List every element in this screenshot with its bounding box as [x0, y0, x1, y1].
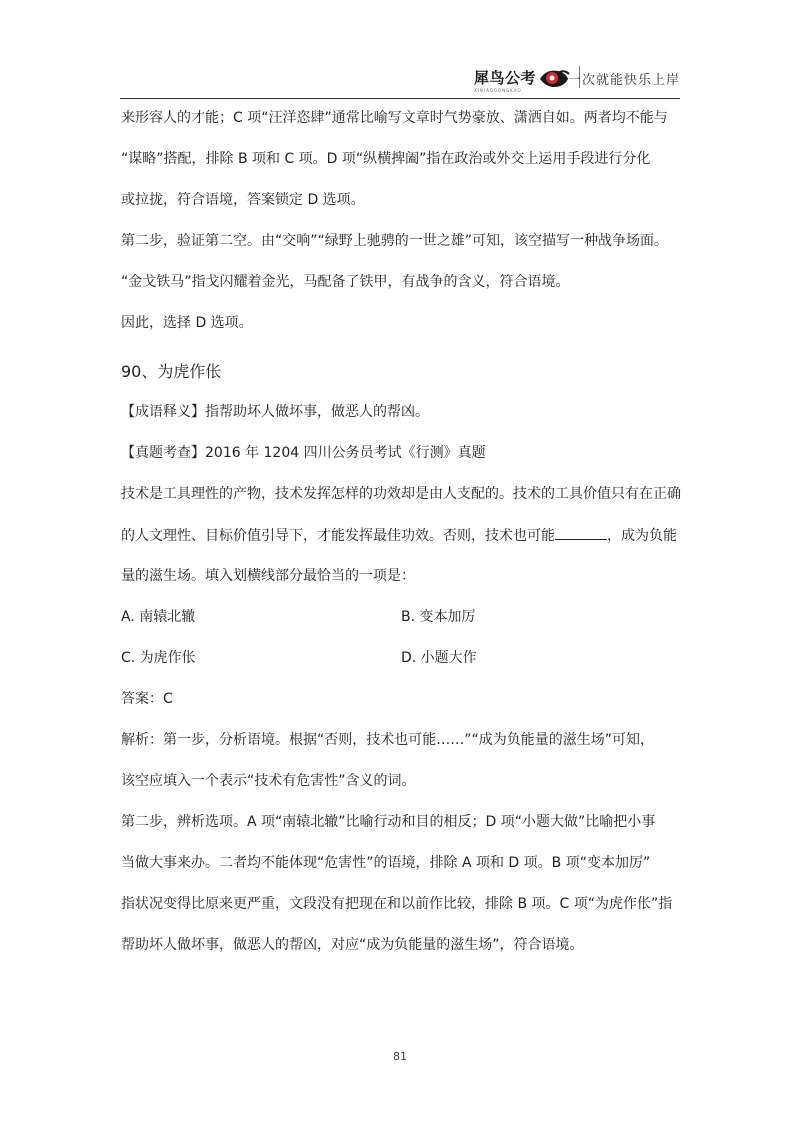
fill-blank	[555, 525, 607, 540]
hornbill-bird-icon	[538, 65, 570, 91]
text-line: 或拉拢，符合语境，答案锁定 D 选项。	[121, 192, 365, 208]
analysis-text: 该空应填入一个表示“技术有危害性”含义的词。	[121, 773, 416, 789]
text-line: 因此，选择 D 选项。	[121, 315, 253, 331]
brand-slogan: 一次就能快乐上岸	[567, 73, 680, 88]
page-header	[120, 60, 680, 99]
analysis-text: 指状况变得比原来更严重，文段没有把现在和以前作比较，排除 B 项。C 项“为虎作伥”指	[121, 896, 673, 912]
answer: 答案：C	[121, 691, 173, 707]
text-line: 来形容人的才能；C 项“汪洋恣肆”通常比喻写文章时气势豪放、潇洒自如。两者均不能与	[121, 110, 668, 126]
analysis-text: 解析：第一步，分析语境。根据“否则，技术也可能……”“成为负能量的滋生场”可知，	[121, 732, 655, 748]
brand-pinyin: XINIAOGONGKAO	[473, 88, 522, 93]
exam-source: 【真题考查】2016 年 1204 四川公务员考试《行测》真题	[121, 445, 486, 461]
text-line: “谋略”搭配，排除 B 项和 C 项。D 项“纵横捭阖”指在政治或外交上运用手段进行分化	[121, 151, 651, 167]
question-text: 量的滋生场。填入划横线部分最恰当的一项是：	[121, 568, 415, 584]
option-b: B. 变本加厉	[401, 609, 476, 625]
options-row	[121, 607, 681, 627]
option-a: A. 南辕北辙	[121, 609, 196, 625]
idiom-heading: 90、为虎作伥	[121, 362, 222, 381]
brand-name: 犀鸟公考	[473, 68, 536, 87]
page-body	[121, 108, 681, 976]
question-text-part: ，成为负能	[607, 528, 677, 544]
analysis-text: 当做大事来办。二者均不能体现“危害性”的语境，排除 A 项和 D 项。B 项“变本加厉”	[121, 855, 651, 871]
question-text-part: 的人文理性、目标价值引导下，才能发挥最佳功效。否则，技术也可能	[121, 528, 555, 544]
text-line: 第二步，验证第二空。由“交响”“绿野上驰骋的一世之雄”可知，该空描写一种战争场面。	[121, 233, 669, 249]
question-text: 技术是工具理性的产物，技术发挥怎样的功效却是由人支配的。技术的工具价值只有在正确	[121, 486, 681, 502]
analysis-text: 第二步，辨析选项。A 项“南辕北辙”比喻行动和目的相反；D 项“小题大做”比喻把小事	[121, 814, 656, 830]
analysis-text: 帮助坏人做坏事，做恶人的帮凶，对应“成为负能量的滋生场”，符合语境。	[121, 937, 584, 953]
page-number: 81	[393, 1050, 407, 1063]
options-row	[121, 648, 681, 668]
idiom-definition: 【成语释义】指帮助坏人做坏事，做恶人的帮凶。	[121, 404, 429, 420]
question-text	[121, 525, 681, 545]
brand-logo	[474, 62, 570, 94]
option-d: D. 小题大作	[401, 650, 477, 666]
text-line: “金戈铁马”指戈闪耀着金光，马配备了铁甲，有战争的含义，符合语境。	[121, 274, 570, 290]
option-c: C. 为虎作伥	[121, 650, 196, 666]
